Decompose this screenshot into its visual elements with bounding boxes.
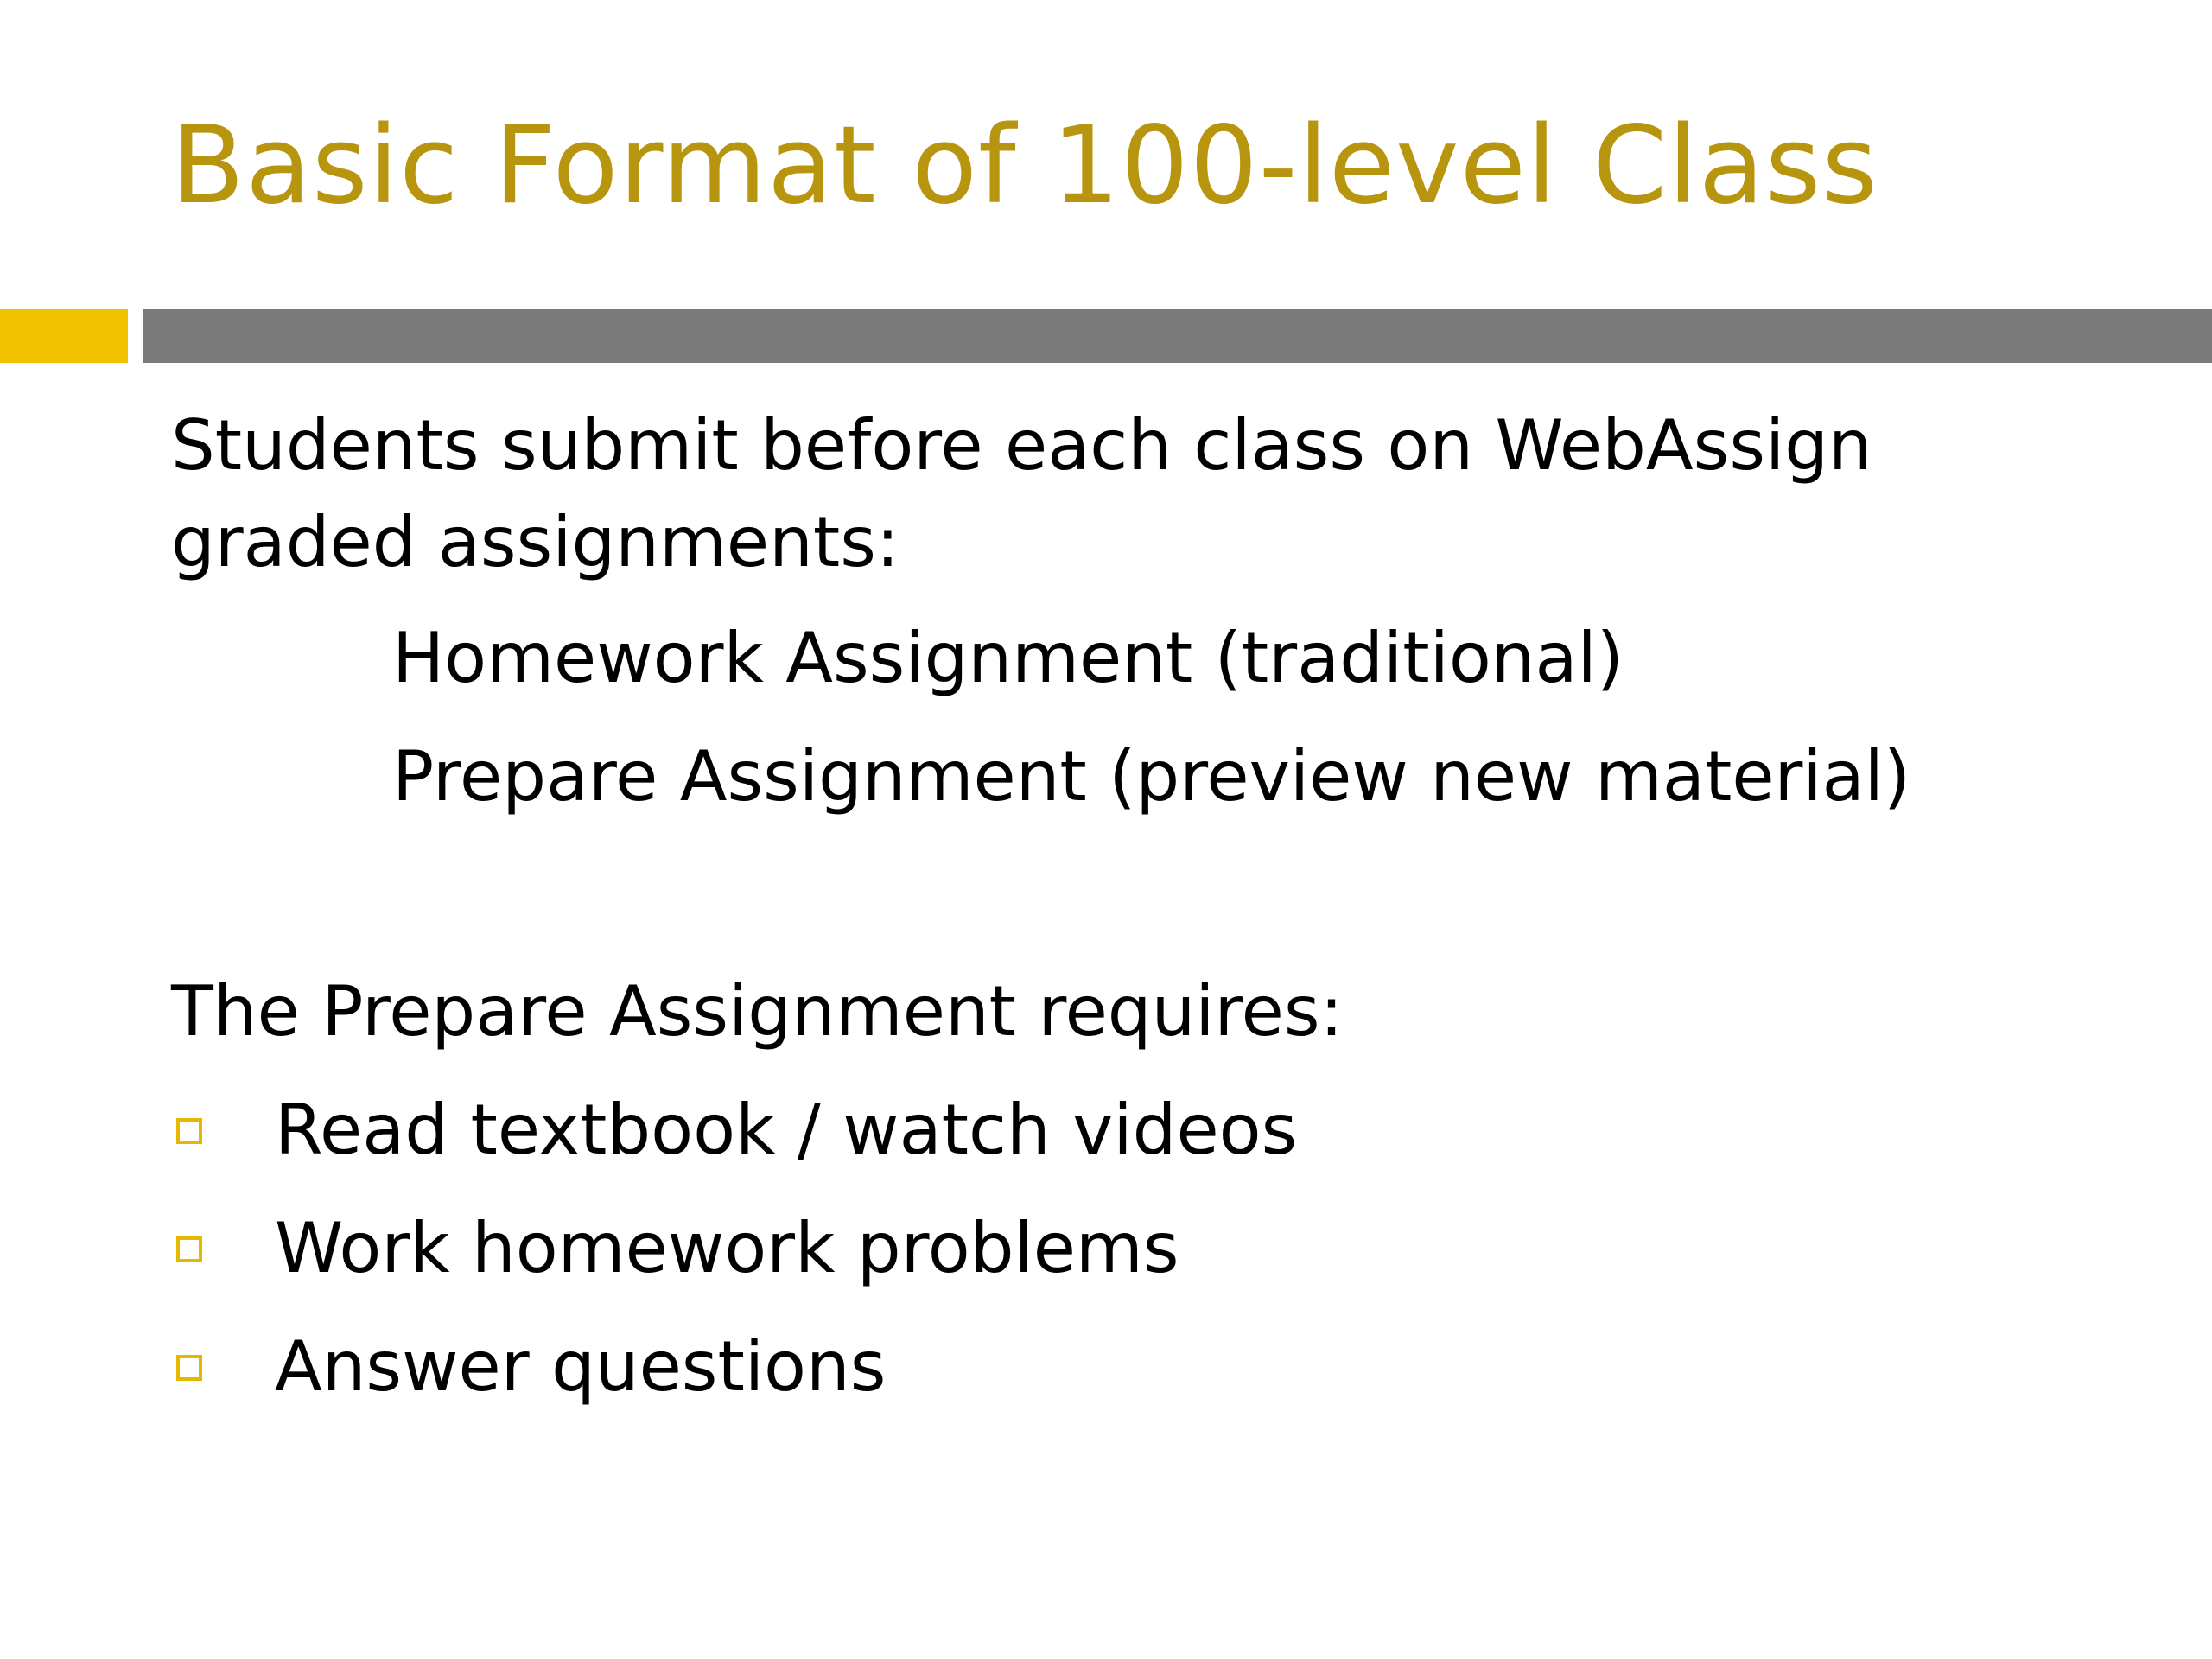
hollow-square-bullet-icon [176,1355,202,1381]
intro-text: Students submit before each class on WebAssign graded assignments: [171,405,1872,582]
requirement-item-label: Work homework problems [275,1208,1179,1288]
assignment-prepare: Prepare Assignment (preview new material) [392,736,1911,817]
assignment-homework: Homework Assignment (traditional) [392,618,1624,698]
requirement-item-label: Read textbook / watch videos [275,1090,1298,1170]
requirements-heading: The Prepare Assignment requires: [171,971,1344,1052]
hollow-square-bullet-icon [176,1118,202,1144]
title-divider-bar [143,309,2212,363]
requirement-item [171,1319,1297,1437]
requirement-item-label: Answer questions [275,1326,887,1407]
slide-title: Basic Format of 100-level Class [171,104,1878,228]
hollow-square-bullet-icon [176,1236,202,1262]
requirements-list [171,1082,1297,1437]
requirement-item [171,1082,1297,1200]
title-accent-block [0,309,128,363]
requirement-item [171,1200,1297,1319]
